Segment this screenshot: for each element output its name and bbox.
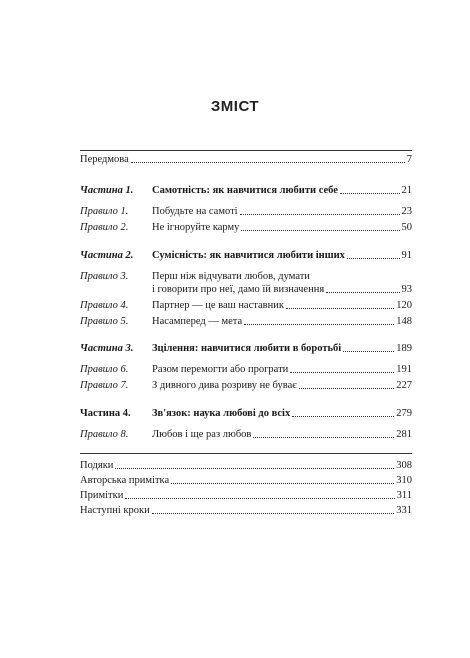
rule-label: Правило 2. xyxy=(80,222,129,233)
table-of-contents xyxy=(80,150,412,517)
page-number: 227 xyxy=(396,380,412,391)
toc-entry-part-2[interactable] xyxy=(80,249,412,262)
dot-leader xyxy=(292,415,394,417)
rule-label: Правило 4. xyxy=(80,300,129,311)
toc-entry-rule-3[interactable] xyxy=(80,270,412,296)
rule-text-line2 xyxy=(152,283,412,296)
divider xyxy=(80,453,412,454)
rule-label: Правило 1. xyxy=(80,206,129,217)
part-label: Частина 4. xyxy=(80,408,131,419)
page-number: 23 xyxy=(401,206,412,217)
rule-text: Перш ніж відчувати любов, думати xyxy=(152,271,310,282)
page-number: 120 xyxy=(396,300,412,311)
dot-leader xyxy=(290,371,394,373)
dot-leader xyxy=(125,497,394,499)
rule-label: Правило 7. xyxy=(80,380,129,391)
page-number: 308 xyxy=(396,460,412,471)
dot-leader xyxy=(340,192,400,194)
dot-leader xyxy=(244,323,394,325)
toc-entry-rule-6[interactable] xyxy=(80,363,412,376)
rule-text: Насамперед — мета xyxy=(152,316,243,327)
toc-entry-part-1[interactable] xyxy=(80,184,412,197)
part-title: Зв'язок: наука любові до всіх xyxy=(152,408,291,419)
dot-leader xyxy=(240,213,400,215)
dot-leader xyxy=(241,229,399,231)
page-number: 189 xyxy=(396,343,412,354)
dot-leader xyxy=(115,467,394,469)
dot-leader xyxy=(299,387,395,389)
dot-leader xyxy=(253,436,394,438)
rule-label: Правило 5. xyxy=(80,316,129,327)
rule-text: Любов і ще раз любов xyxy=(152,429,252,440)
toc-entry-rule-8[interactable] xyxy=(80,428,412,441)
part-title: Сумісність: як навчитися любити інших xyxy=(152,250,345,261)
page-number: 191 xyxy=(396,364,412,375)
page-number: 281 xyxy=(396,429,412,440)
page-title: ЗМІСТ xyxy=(210,98,260,115)
rule-text-continued: і говорити про неї, дамо їй визначення xyxy=(152,284,325,295)
dot-leader xyxy=(286,307,394,309)
entry-text: Наступні кроки xyxy=(80,505,150,516)
dot-leader xyxy=(171,482,394,484)
rule-label: Правило 6. xyxy=(80,364,129,375)
page-number: 331 xyxy=(396,505,412,516)
rule-text: Партнер — це ваш наставник xyxy=(152,300,284,311)
page-number: 7 xyxy=(406,154,412,165)
rule-label: Правило 3. xyxy=(80,271,129,282)
rule-text-block xyxy=(152,270,412,296)
page-number: 148 xyxy=(396,316,412,327)
toc-entry-notes[interactable] xyxy=(80,489,412,502)
toc-entry-next-steps[interactable] xyxy=(80,504,412,517)
toc-entry-part-4[interactable] xyxy=(80,407,412,420)
rule-label: Правило 8. xyxy=(80,429,129,440)
page-number: 93 xyxy=(401,284,412,295)
divider xyxy=(80,150,412,151)
page-number: 21 xyxy=(401,185,412,196)
toc-entry-acknowledgements[interactable] xyxy=(80,459,412,472)
toc-entry-author-note[interactable] xyxy=(80,474,412,487)
toc-entry-part-3[interactable] xyxy=(80,342,412,355)
part-title: Самотність: як навчитися любити себе xyxy=(152,185,338,196)
toc-entry-rule-5[interactable] xyxy=(80,315,412,328)
part-title: Зцілення: навчитися любити в боротьбі xyxy=(152,343,342,354)
dot-leader xyxy=(326,291,399,293)
toc-entry-rule-7[interactable] xyxy=(80,379,412,392)
rule-text: З дивного дива розриву не буває xyxy=(152,380,297,391)
toc-entry-rule-1[interactable] xyxy=(80,205,412,218)
part-label: Частина 3. xyxy=(80,343,134,354)
rule-text: Побудьте на самоті xyxy=(152,206,238,217)
part-label: Частина 1. xyxy=(80,185,134,196)
entry-text: Примітки xyxy=(80,490,124,501)
page-number: 50 xyxy=(401,222,412,233)
page-number: 311 xyxy=(396,490,412,501)
dot-leader xyxy=(343,350,394,352)
entry-text: Подяки xyxy=(80,460,114,471)
toc-entry-rule-2[interactable] xyxy=(80,221,412,234)
page-number: 310 xyxy=(396,475,412,486)
dot-leader xyxy=(131,161,405,163)
entry-text: Передмова xyxy=(80,154,129,165)
dot-leader xyxy=(347,257,400,259)
toc-entry-preface[interactable] xyxy=(80,153,412,166)
toc-entry-rule-4[interactable] xyxy=(80,299,412,312)
rule-text: Не ігноруйте карму xyxy=(152,222,240,233)
page-number: 279 xyxy=(396,408,412,419)
part-label: Частина 2. xyxy=(80,250,134,261)
entry-text: Авторська примітка xyxy=(80,475,170,486)
dot-leader xyxy=(152,512,395,514)
rule-text: Разом перемогти або програти xyxy=(152,364,289,375)
page-number: 91 xyxy=(401,250,412,261)
